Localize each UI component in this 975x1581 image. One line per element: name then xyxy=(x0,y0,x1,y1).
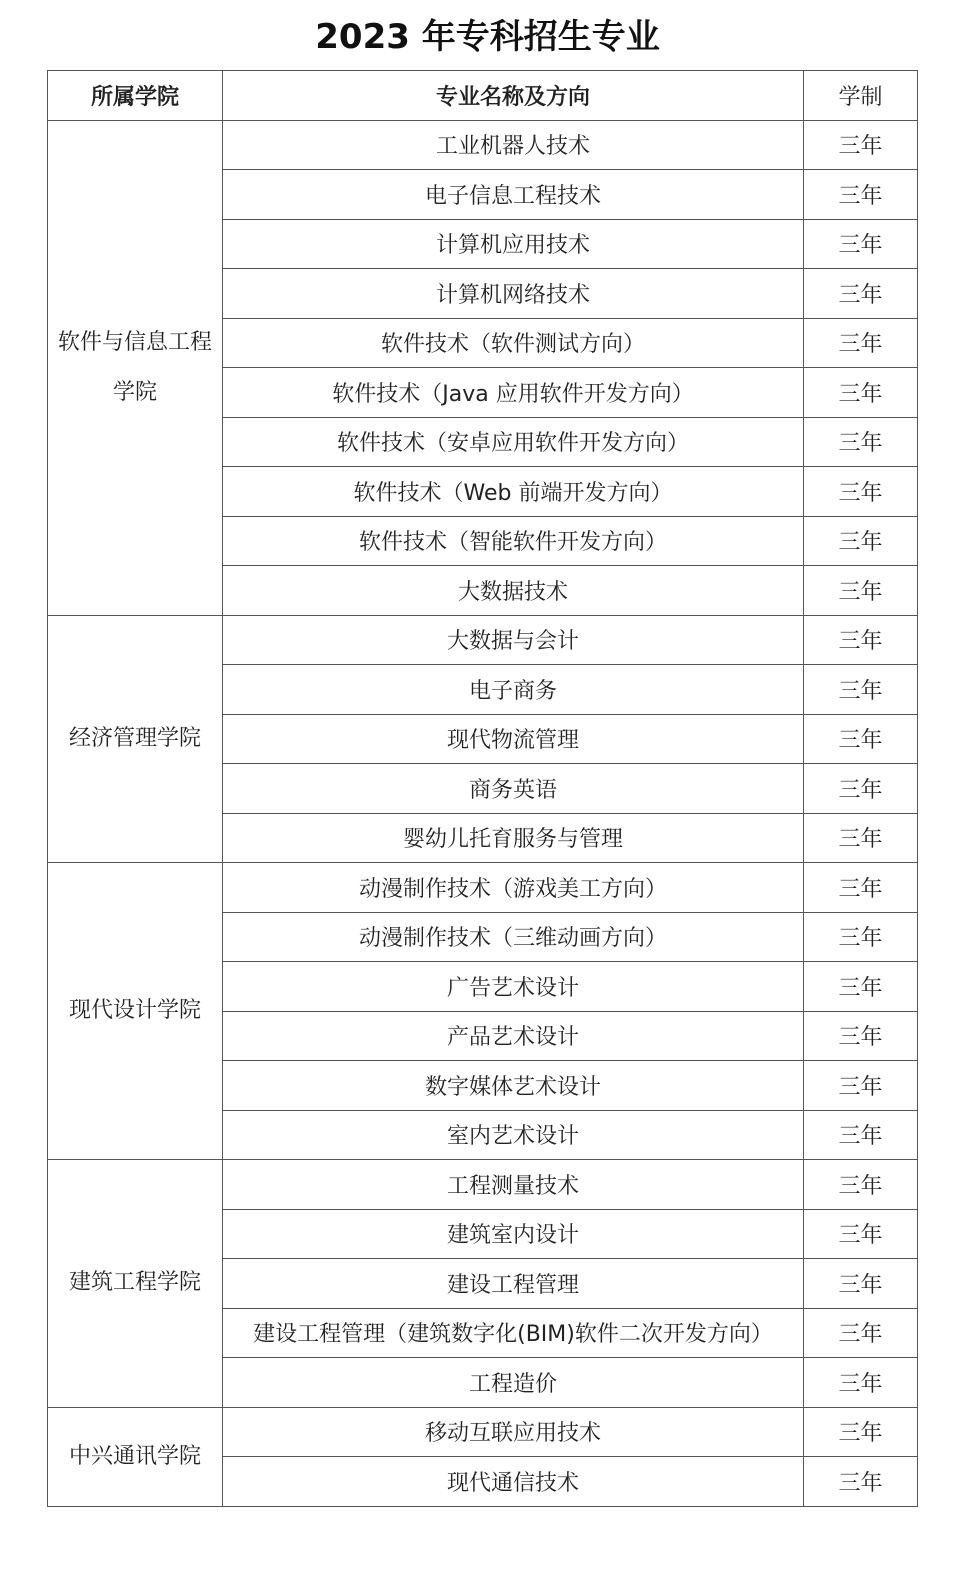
major-cell: 移动互联应用技术 xyxy=(223,1407,804,1457)
major-cell: 软件技术（Web 前端开发方向） xyxy=(223,467,804,517)
length-cell: 三年 xyxy=(804,863,918,913)
major-cell: 软件技术（Java 应用软件开发方向） xyxy=(223,368,804,418)
table-body xyxy=(48,120,918,1506)
length-cell: 三年 xyxy=(804,170,918,220)
length-cell: 三年 xyxy=(804,368,918,418)
length-cell: 三年 xyxy=(804,417,918,467)
length-cell: 三年 xyxy=(804,615,918,665)
major-cell: 现代物流管理 xyxy=(223,714,804,764)
length-cell: 三年 xyxy=(804,665,918,715)
major-cell: 计算机应用技术 xyxy=(223,219,804,269)
major-cell: 工业机器人技术 xyxy=(223,120,804,170)
major-cell: 软件技术（软件测试方向） xyxy=(223,318,804,368)
major-cell: 建设工程管理 xyxy=(223,1259,804,1309)
length-cell: 三年 xyxy=(804,1308,918,1358)
length-cell: 三年 xyxy=(804,1110,918,1160)
college-cell: 软件与信息工程学院 xyxy=(48,120,223,615)
major-cell: 商务英语 xyxy=(223,764,804,814)
college-cell: 现代设计学院 xyxy=(48,863,223,1160)
header-college: 所属学院 xyxy=(48,71,223,121)
table-row xyxy=(48,863,918,913)
major-cell: 建筑室内设计 xyxy=(223,1209,804,1259)
major-cell: 大数据与会计 xyxy=(223,615,804,665)
length-cell: 三年 xyxy=(804,1011,918,1061)
table-row xyxy=(48,1160,918,1210)
length-cell: 三年 xyxy=(804,318,918,368)
length-cell: 三年 xyxy=(804,566,918,616)
length-cell: 三年 xyxy=(804,764,918,814)
major-cell: 婴幼儿托育服务与管理 xyxy=(223,813,804,863)
major-cell: 大数据技术 xyxy=(223,566,804,616)
length-cell: 三年 xyxy=(804,912,918,962)
major-cell: 电子信息工程技术 xyxy=(223,170,804,220)
college-cell: 建筑工程学院 xyxy=(48,1160,223,1408)
major-cell: 动漫制作技术（游戏美工方向） xyxy=(223,863,804,913)
major-cell: 现代通信技术 xyxy=(223,1457,804,1507)
major-cell: 计算机网络技术 xyxy=(223,269,804,319)
length-cell: 三年 xyxy=(804,1457,918,1507)
major-cell: 电子商务 xyxy=(223,665,804,715)
table-row xyxy=(48,615,918,665)
major-cell: 软件技术（智能软件开发方向） xyxy=(223,516,804,566)
major-cell: 室内艺术设计 xyxy=(223,1110,804,1160)
length-cell: 三年 xyxy=(804,1209,918,1259)
majors-table xyxy=(47,70,918,1507)
major-cell: 建设工程管理（建筑数字化(BIM)软件二次开发方向） xyxy=(223,1308,804,1358)
college-cell: 经济管理学院 xyxy=(48,615,223,863)
major-cell: 广告艺术设计 xyxy=(223,962,804,1012)
length-cell: 三年 xyxy=(804,516,918,566)
length-cell: 三年 xyxy=(804,1358,918,1408)
major-cell: 产品艺术设计 xyxy=(223,1011,804,1061)
table-row xyxy=(48,1407,918,1457)
length-cell: 三年 xyxy=(804,219,918,269)
major-cell: 工程造价 xyxy=(223,1358,804,1408)
length-cell: 三年 xyxy=(804,1259,918,1309)
length-cell: 三年 xyxy=(804,714,918,764)
major-cell: 工程测量技术 xyxy=(223,1160,804,1210)
header-major: 专业名称及方向 xyxy=(223,71,804,121)
length-cell: 三年 xyxy=(804,1160,918,1210)
table-header-row xyxy=(48,71,918,121)
length-cell: 三年 xyxy=(804,813,918,863)
length-cell: 三年 xyxy=(804,120,918,170)
length-cell: 三年 xyxy=(804,1061,918,1111)
major-cell: 动漫制作技术（三维动画方向） xyxy=(223,912,804,962)
page-title: 2023 年专科招生专业 xyxy=(315,17,660,57)
major-cell: 数字媒体艺术设计 xyxy=(223,1061,804,1111)
major-cell: 软件技术（安卓应用软件开发方向） xyxy=(223,417,804,467)
length-cell: 三年 xyxy=(804,962,918,1012)
length-cell: 三年 xyxy=(804,1407,918,1457)
header-length: 学制 xyxy=(804,71,918,121)
table-row xyxy=(48,120,918,170)
length-cell: 三年 xyxy=(804,467,918,517)
length-cell: 三年 xyxy=(804,269,918,319)
college-cell: 中兴通讯学院 xyxy=(48,1407,223,1506)
